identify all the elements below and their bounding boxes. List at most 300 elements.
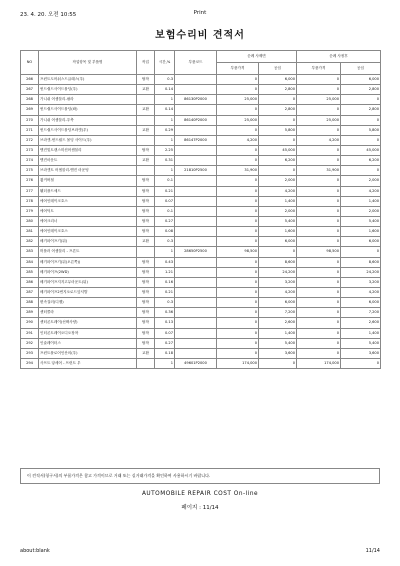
row-parts-price: 0 xyxy=(217,156,259,166)
row-time: 0.1 xyxy=(155,206,175,216)
row-item: 브라켓-윈드쉴드 몰딩 사이드(우) xyxy=(39,135,137,145)
table-row xyxy=(21,156,381,166)
row-labor-fee-2: 1,400 xyxy=(341,328,381,338)
row-part-code xyxy=(175,328,217,338)
row-labor-fee: 6,200 xyxy=(259,156,297,166)
page-info: 페이지 : 11/14 xyxy=(181,505,219,511)
row-time: 0.21 xyxy=(155,186,175,196)
row-time: 0.27 xyxy=(155,216,175,226)
row-labor-fee: 5,400 xyxy=(259,216,297,226)
row-work: 탈착 xyxy=(137,227,155,237)
row-work: 교환 xyxy=(137,105,155,115)
row-item: 엔진마운트 xyxy=(39,156,137,166)
row-item: 배기파이프지지고무마운트(뒤) xyxy=(39,277,137,287)
row-parts-price: 31,900 xyxy=(217,166,259,176)
row-time: 0.18 xyxy=(155,348,175,358)
row-time: 0.14 xyxy=(155,105,175,115)
table-row xyxy=(21,85,381,95)
estimate-footnote: 이 견적서(청구서)의 부품가격은 참고 가격이므로 거래 또는 실거래가격을 확인하여 사용하시기 바랍니다. xyxy=(20,468,380,484)
row-labor-fee-2: 4,200 xyxy=(341,287,381,297)
row-no: 269 xyxy=(21,105,39,115)
row-item: 가니쉬 어셈블리-우측 xyxy=(39,115,137,125)
row-labor-fee: 7,200 xyxy=(259,308,297,318)
row-item: 사프트 앙세어 - 프런트 우 xyxy=(39,358,137,368)
table-row xyxy=(21,227,381,237)
header-group-before: 순례 사제면 xyxy=(217,51,297,63)
row-item: 에어덕트 xyxy=(39,206,137,216)
row-item: 프런트도어쉬스드글래스(우) xyxy=(39,75,137,85)
row-work xyxy=(137,358,155,368)
row-part-code xyxy=(175,85,217,95)
row-parts-price: 0 xyxy=(217,176,259,186)
row-item: 가니쉬 어셈블리-필라 xyxy=(39,95,137,105)
row-parts-price: 0 xyxy=(217,216,259,226)
row-parts-price-2: 25,000 xyxy=(297,115,341,125)
row-part-code xyxy=(175,237,217,247)
row-no: 275 xyxy=(21,166,39,176)
row-parts-price: 25,000 xyxy=(217,95,259,105)
header-item: 작업항목 및 부품명 xyxy=(39,51,137,75)
row-labor-fee-2: 0 xyxy=(341,166,381,176)
row-time: 1 xyxy=(155,247,175,257)
row-item: 브라켓트 어셈블리-엔진 마운팅 xyxy=(39,166,137,176)
row-no: 282 xyxy=(21,237,39,247)
row-no: 276 xyxy=(21,176,39,186)
row-parts-price-2: 0 xyxy=(297,156,341,166)
row-part-code xyxy=(175,196,217,206)
browser-print-header xyxy=(20,10,380,20)
row-item: 윈드쉴드사이드몰딩(우) xyxy=(39,85,137,95)
row-no: 266 xyxy=(21,75,39,85)
table-row xyxy=(21,105,381,115)
row-parts-price: 0 xyxy=(217,237,259,247)
row-parts-price-2: 0 xyxy=(297,85,341,95)
row-part-code xyxy=(175,105,217,115)
print-page-number: 11/14 xyxy=(365,548,380,554)
table-row xyxy=(21,318,381,328)
row-time: 0.13 xyxy=(155,318,175,328)
table-row xyxy=(21,145,381,155)
table-row xyxy=(21,115,381,125)
row-parts-price-2: 0 xyxy=(297,338,341,348)
row-labor-fee-2: 2,000 xyxy=(341,176,381,186)
row-item: 윈드쉴드사이드몰딩브라켓(우) xyxy=(39,125,137,135)
row-work: 탈착 xyxy=(137,277,155,287)
row-part-code xyxy=(175,75,217,85)
table-row xyxy=(21,166,381,176)
row-parts-price: 0 xyxy=(217,277,259,287)
row-parts-price: 0 xyxy=(217,318,259,328)
row-labor-fee-2: 3,200 xyxy=(341,277,381,287)
row-no: 278 xyxy=(21,196,39,206)
row-time: 0.08 xyxy=(155,227,175,237)
row-parts-price: 0 xyxy=(217,75,259,85)
row-labor-fee: 5,800 xyxy=(259,125,297,135)
row-time: 0.31 xyxy=(155,156,175,166)
row-time: 0.3 xyxy=(155,237,175,247)
table-row xyxy=(21,216,381,226)
row-parts-price-2: 0 xyxy=(297,318,341,328)
row-no: 293 xyxy=(21,348,39,358)
row-part-code xyxy=(175,267,217,277)
row-no: 272 xyxy=(21,135,39,145)
document-title: 보험수리비 견적서 xyxy=(155,30,245,41)
row-parts-price-2: 174,000 xyxy=(297,358,341,368)
row-part-code xyxy=(175,186,217,196)
row-part-code xyxy=(175,176,217,186)
row-labor-fee: 3,200 xyxy=(259,277,297,287)
row-parts-price: 0 xyxy=(217,196,259,206)
row-item: 배기파이프기(뒤) xyxy=(39,237,137,247)
row-part-code xyxy=(175,125,217,135)
row-no: 292 xyxy=(21,338,39,348)
row-no: 291 xyxy=(21,328,39,338)
row-work: 탈착 xyxy=(137,338,155,348)
row-no: 288 xyxy=(21,298,39,308)
row-parts-price: 4,200 xyxy=(217,135,259,145)
row-parts-price: 0 xyxy=(217,85,259,95)
table-row xyxy=(21,358,381,368)
row-parts-price-2: 0 xyxy=(297,176,341,186)
row-time: 2.25 xyxy=(155,145,175,155)
row-parts-price-2: 0 xyxy=(297,328,341,338)
row-labor-fee: 2,000 xyxy=(259,206,297,216)
row-labor-fee-2: 7,200 xyxy=(341,308,381,318)
row-parts-price: 0 xyxy=(217,308,259,318)
row-part-code xyxy=(175,145,217,155)
row-work: 교환 xyxy=(137,237,155,247)
row-labor-fee-2: 1,600 xyxy=(341,227,381,237)
row-part-code xyxy=(175,156,217,166)
row-no: 289 xyxy=(21,308,39,318)
row-labor-fee-2: 8,600 xyxy=(341,257,381,267)
row-parts-price-2: 0 xyxy=(297,277,341,287)
row-part-code: 86147P2000 xyxy=(175,135,217,145)
row-labor-fee-2: 24,200 xyxy=(341,267,381,277)
table-header-row-top xyxy=(21,51,381,63)
row-parts-price-2: 0 xyxy=(297,186,341,196)
row-part-code xyxy=(175,338,217,348)
row-item: 에어크리너 xyxy=(39,216,137,226)
row-work xyxy=(137,166,155,176)
row-labor-fee-2: 6,000 xyxy=(341,298,381,308)
table-row xyxy=(21,328,381,338)
row-parts-price-2: 0 xyxy=(297,227,341,237)
row-labor-fee: 0 xyxy=(259,135,297,145)
row-labor-fee: 1,600 xyxy=(259,227,297,237)
row-work: 탈착 xyxy=(137,206,155,216)
row-labor-fee-2: 2,800 xyxy=(341,85,381,95)
row-time: 0.21 xyxy=(155,287,175,297)
row-parts-price: 0 xyxy=(217,328,259,338)
row-part-code: 86140P2000 xyxy=(175,115,217,125)
row-labor-fee-2: 0 xyxy=(341,115,381,125)
row-labor-fee: 0 xyxy=(259,95,297,105)
row-no: 270 xyxy=(21,115,39,125)
row-no: 287 xyxy=(21,287,39,297)
row-work: 탈착 xyxy=(137,267,155,277)
row-parts-price-2: 0 xyxy=(297,308,341,318)
row-item: 휀더플드셰드 xyxy=(39,186,137,196)
row-item: 휠커버철 xyxy=(39,176,137,186)
row-parts-price: 0 xyxy=(217,348,259,358)
print-datetime: 23. 4. 20. 오전 10:55 xyxy=(20,12,77,18)
row-work xyxy=(137,95,155,105)
row-labor-fee-2: 3,600 xyxy=(341,348,381,358)
row-no: 271 xyxy=(21,125,39,135)
row-item: 인슐레이터스 xyxy=(39,338,137,348)
row-no: 290 xyxy=(21,318,39,328)
table-row xyxy=(21,206,381,216)
table-row xyxy=(21,176,381,186)
row-parts-price: 0 xyxy=(217,186,259,196)
row-parts-price-2: 0 xyxy=(297,267,341,277)
row-no: 268 xyxy=(21,95,39,105)
row-part-code xyxy=(175,298,217,308)
row-labor-fee-2: 4,200 xyxy=(341,186,381,196)
header-work: 작업 xyxy=(137,51,155,75)
row-parts-price-2: 31,900 xyxy=(297,166,341,176)
table-row xyxy=(21,186,381,196)
row-parts-price: 0 xyxy=(217,105,259,115)
table-row xyxy=(21,287,381,297)
row-labor-fee: 2,800 xyxy=(259,105,297,115)
table-row xyxy=(21,75,381,85)
table-row xyxy=(21,308,381,318)
row-labor-fee: 3,600 xyxy=(259,348,297,358)
row-parts-price: 0 xyxy=(217,267,259,277)
row-labor-fee: 6,000 xyxy=(259,237,297,247)
row-labor-fee-2: 2,800 xyxy=(341,105,381,115)
row-labor-fee-2: 2,600 xyxy=(341,318,381,328)
row-labor-fee: 0 xyxy=(259,115,297,125)
row-parts-price: 0 xyxy=(217,287,259,297)
row-part-code: 21810P2500 xyxy=(175,166,217,176)
header-parts-price: 부품가격 xyxy=(217,63,259,75)
row-work: 탈착 xyxy=(137,196,155,206)
row-labor-fee: 0 xyxy=(259,166,297,176)
row-work: 교환 xyxy=(137,156,155,166)
print-url: about:blank xyxy=(20,548,50,554)
row-labor-fee: 6,000 xyxy=(259,298,297,308)
header-labor-fee: 공임 xyxy=(259,63,297,75)
brand-line: AUTOMOBILE REPAIR COST On-line xyxy=(141,491,259,497)
row-part-code: 86130P2000 xyxy=(175,95,217,105)
row-item: 머플러 어셈블리 - 프론트 xyxy=(39,247,137,257)
table-row xyxy=(21,348,381,358)
table-row xyxy=(21,95,381,105)
row-labor-fee-2: 6,000 xyxy=(341,237,381,247)
row-labor-fee-2: 45,000 xyxy=(341,145,381,155)
row-time: 0.1 xyxy=(155,176,175,186)
row-work: 교환 xyxy=(137,348,155,358)
table-row xyxy=(21,277,381,287)
row-labor-fee-2: 0 xyxy=(341,247,381,257)
header-part-code: 부품코드 xyxy=(175,51,217,75)
row-item: 배기파이프기(뒤(오른쪽)) xyxy=(39,257,137,267)
row-time: 1 xyxy=(155,115,175,125)
row-work: 탈착 xyxy=(137,308,155,318)
row-part-code: 49601P2000 xyxy=(175,358,217,368)
row-labor-fee-2: 0 xyxy=(341,358,381,368)
header-time: 시간,% xyxy=(155,51,175,75)
row-no: 285 xyxy=(21,267,39,277)
row-labor-fee: 6,000 xyxy=(259,75,297,85)
table-row xyxy=(21,125,381,135)
row-labor-fee: 4,200 xyxy=(259,287,297,297)
table-row xyxy=(21,267,381,277)
row-part-code xyxy=(175,318,217,328)
row-parts-price: 0 xyxy=(217,125,259,135)
row-time: 0.29 xyxy=(155,125,175,135)
row-parts-price: 0 xyxy=(217,145,259,155)
row-item: 인터콘트레이오디오장착 xyxy=(39,328,137,338)
row-work: 탈착 xyxy=(137,318,155,328)
table-row xyxy=(21,135,381,145)
row-no: 281 xyxy=(21,227,39,237)
row-time: 0.27 xyxy=(155,338,175,348)
row-labor-fee: 1,400 xyxy=(259,196,297,206)
row-work: 탈착 xyxy=(137,287,155,297)
row-parts-price-2: 0 xyxy=(297,196,341,206)
row-labor-fee: 45,000 xyxy=(259,145,297,155)
row-part-code xyxy=(175,287,217,297)
row-labor-fee: 0 xyxy=(259,358,297,368)
row-item: 배기파이프2번지오로드앞셔발 xyxy=(39,287,137,297)
table-row xyxy=(21,237,381,247)
row-parts-price-2: 0 xyxy=(297,237,341,247)
row-parts-price-2: 25,000 xyxy=(297,95,341,105)
row-work: 탈착 xyxy=(137,176,155,186)
row-time: 0.07 xyxy=(155,196,175,206)
row-no: 286 xyxy=(21,277,39,287)
row-parts-price-2: 0 xyxy=(297,348,341,358)
row-part-code xyxy=(175,348,217,358)
row-item: 프런트플로어인산의(우) xyxy=(39,348,137,358)
row-labor-fee-2: 6,000 xyxy=(341,75,381,85)
row-parts-price-2: 0 xyxy=(297,287,341,297)
row-part-code xyxy=(175,227,217,237)
row-parts-price-2: 0 xyxy=(297,216,341,226)
row-labor-fee: 2,000 xyxy=(259,176,297,186)
row-labor-fee-2: 5,800 xyxy=(341,125,381,135)
row-parts-price-2: 0 xyxy=(297,257,341,267)
row-part-code xyxy=(175,216,217,226)
row-time: 0.3 xyxy=(155,75,175,85)
row-work: 탈착 xyxy=(137,216,155,226)
row-work xyxy=(137,115,155,125)
row-work: 교환 xyxy=(137,85,155,95)
table-row xyxy=(21,196,381,206)
row-time: 0.07 xyxy=(155,328,175,338)
row-no: 280 xyxy=(21,216,39,226)
row-parts-price-2: 0 xyxy=(297,125,341,135)
row-time: 0.36 xyxy=(155,308,175,318)
row-work: 탈착 xyxy=(137,145,155,155)
table-row xyxy=(21,298,381,308)
row-labor-fee: 2,800 xyxy=(259,85,297,95)
row-parts-price: 98,500 xyxy=(217,247,259,257)
print-title: Print xyxy=(193,10,207,16)
row-item: 윈드쉴드사이드몰딩(좌) xyxy=(39,105,137,115)
row-work: 교환 xyxy=(137,125,155,135)
row-parts-price: 0 xyxy=(217,338,259,348)
row-time: 1 xyxy=(155,135,175,145)
row-part-code xyxy=(175,277,217,287)
row-time: 1 xyxy=(155,358,175,368)
row-item: 엔진및트랜스미션어셈블리 xyxy=(39,145,137,155)
row-labor-fee: 8,600 xyxy=(259,257,297,267)
header-labor-fee-2: 공임 xyxy=(341,63,381,75)
row-no: 284 xyxy=(21,257,39,267)
row-time: 1.21 xyxy=(155,267,175,277)
row-item: 센터콜라 xyxy=(39,308,137,318)
table-row xyxy=(21,247,381,257)
row-labor-fee: 4,200 xyxy=(259,186,297,196)
row-time: 0.14 xyxy=(155,85,175,95)
row-labor-fee-2: 6,200 xyxy=(341,156,381,166)
row-parts-price: 0 xyxy=(217,257,259,267)
row-work xyxy=(137,247,155,257)
row-work: 탈착 xyxy=(137,328,155,338)
row-part-code xyxy=(175,257,217,267)
row-work: 탈착 xyxy=(137,186,155,196)
row-time: 0.16 xyxy=(155,277,175,287)
row-parts-price-2: 0 xyxy=(297,105,341,115)
row-part-code xyxy=(175,308,217,318)
row-labor-fee-2: 1,400 xyxy=(341,196,381,206)
row-parts-price-2: 0 xyxy=(297,206,341,216)
header-parts-price-2: 부품가격 xyxy=(297,63,341,75)
row-no: 283 xyxy=(21,247,39,257)
row-labor-fee-2: 2,000 xyxy=(341,206,381,216)
row-item: 에어인테이크호스 xyxy=(39,196,137,206)
row-time: 0.43 xyxy=(155,257,175,267)
row-parts-price-2: 98,500 xyxy=(297,247,341,257)
row-item: 에어인테이크호스 xyxy=(39,227,137,237)
header-no: NO xyxy=(21,51,39,75)
row-parts-price: 0 xyxy=(217,298,259,308)
row-item: 센터콘트레이(선택사양) xyxy=(39,318,137,328)
row-parts-price: 25,000 xyxy=(217,115,259,125)
row-labor-fee-2: 0 xyxy=(341,95,381,105)
row-parts-price: 174,000 xyxy=(217,358,259,368)
row-no: 267 xyxy=(21,85,39,95)
row-part-code xyxy=(175,206,217,216)
row-parts-price-2: 0 xyxy=(297,145,341,155)
row-parts-price-2: 4,200 xyxy=(297,135,341,145)
row-no: 273 xyxy=(21,145,39,155)
row-no: 279 xyxy=(21,206,39,216)
row-item: 변속질러(디젤) xyxy=(39,298,137,308)
row-labor-fee-2: 0 xyxy=(341,135,381,145)
table-row xyxy=(21,338,381,348)
row-no: 274 xyxy=(21,156,39,166)
row-time: 0.3 xyxy=(155,298,175,308)
row-work: 탈착 xyxy=(137,257,155,267)
row-labor-fee-2: 5,400 xyxy=(341,216,381,226)
row-parts-price-2: 0 xyxy=(297,75,341,85)
row-parts-price-2: 0 xyxy=(297,298,341,308)
estimate-table xyxy=(20,50,381,369)
row-labor-fee: 24,200 xyxy=(259,267,297,277)
row-labor-fee-2: 5,400 xyxy=(341,338,381,348)
header-group-after: 순례 사정후 xyxy=(297,51,381,63)
row-no: 277 xyxy=(21,186,39,196)
row-time: 1 xyxy=(155,95,175,105)
row-part-code: 28650P2500 xyxy=(175,247,217,257)
row-item: 배기파이프(2WD) xyxy=(39,267,137,277)
